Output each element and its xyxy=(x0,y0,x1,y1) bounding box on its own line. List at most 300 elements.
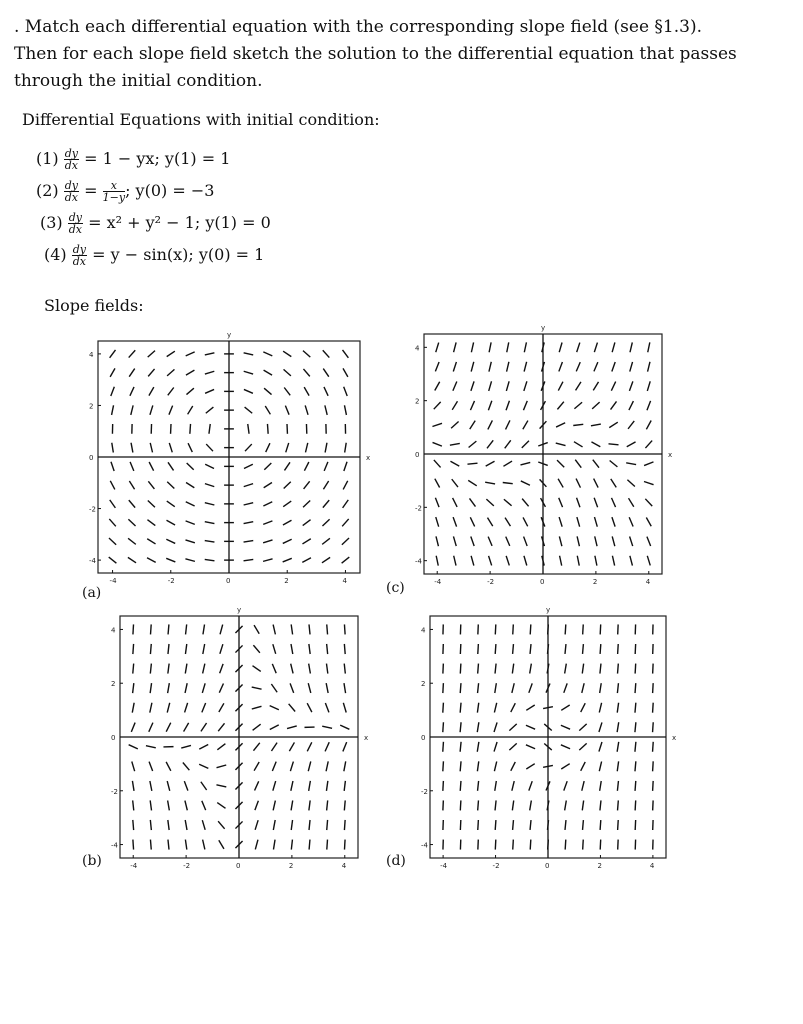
dy: dy xyxy=(68,211,83,224)
slope-segment xyxy=(322,538,330,544)
slope-segment xyxy=(581,703,586,712)
slope-segment xyxy=(592,402,599,409)
slope-segment xyxy=(109,519,116,526)
x-axis-label: x xyxy=(364,734,369,742)
slope-segment xyxy=(132,781,134,791)
y-tick-label: 2 xyxy=(111,680,116,689)
slope-segment xyxy=(653,683,654,693)
slope-segment xyxy=(594,498,597,507)
slope-segment xyxy=(149,723,153,732)
slope-segment xyxy=(485,482,495,484)
slope-segment xyxy=(512,683,514,693)
slope-segment xyxy=(186,482,194,487)
equation-4 xyxy=(44,244,264,267)
derivative xyxy=(64,148,79,171)
slope-segment xyxy=(203,644,205,654)
equation-3 xyxy=(40,212,271,235)
slope-segment xyxy=(112,443,114,453)
slope-segment xyxy=(478,644,479,654)
x-tick-label: 0 xyxy=(236,862,241,870)
slope-segment xyxy=(600,664,601,674)
slope-segment xyxy=(452,401,457,410)
slope-segment xyxy=(344,683,346,693)
slope-segment xyxy=(454,556,456,566)
slope-segment xyxy=(185,664,187,674)
slope-segment xyxy=(185,840,186,850)
slope-segment xyxy=(206,444,213,451)
slope-segment xyxy=(611,498,615,507)
slope-segment xyxy=(635,722,636,732)
slope-segment xyxy=(591,442,600,447)
y-tick-label: -2 xyxy=(111,787,118,796)
slope-segment xyxy=(629,517,633,526)
x-tick-label: 4 xyxy=(645,578,651,586)
slope-segment xyxy=(460,664,461,674)
slope-segment xyxy=(612,556,614,566)
slope-segment xyxy=(254,762,259,771)
plot-label: (a) xyxy=(82,585,102,601)
slope-segment xyxy=(618,820,619,830)
slope-segment xyxy=(452,479,458,487)
slope-segment xyxy=(309,800,310,810)
slope-segment xyxy=(593,382,598,391)
x-tick-label: -4 xyxy=(109,577,117,585)
slope-segment xyxy=(168,462,174,470)
slope-segment xyxy=(478,664,479,674)
slope-segment xyxy=(630,556,633,566)
slope-segment xyxy=(600,820,601,830)
slope-segment xyxy=(629,381,632,390)
slope-segment xyxy=(469,441,477,447)
slope-segment xyxy=(167,781,170,791)
slope-segment xyxy=(520,462,530,464)
slope-segment xyxy=(627,480,634,487)
slope-segment xyxy=(443,722,444,732)
slope-segment xyxy=(244,353,254,355)
slope-segment xyxy=(307,703,312,712)
slope-segment xyxy=(303,500,310,507)
slope-segment xyxy=(565,801,567,811)
slope-segment xyxy=(344,405,346,415)
slope-segment xyxy=(600,624,601,634)
slope-segment xyxy=(653,781,654,791)
slope-segment xyxy=(167,482,174,489)
y-axis-label: y xyxy=(546,606,551,614)
slope-segment xyxy=(168,388,174,396)
slope-segment xyxy=(271,684,277,692)
slope-segment xyxy=(112,405,114,415)
slope-segment xyxy=(495,781,497,791)
slope-segment xyxy=(344,644,345,654)
slope-segment xyxy=(629,498,634,507)
slope-segment xyxy=(325,703,329,712)
slope-segment xyxy=(291,644,293,654)
slope-segment xyxy=(302,558,311,563)
slope-segment xyxy=(253,743,259,751)
slope-segment xyxy=(342,557,350,563)
slope-segment xyxy=(185,801,187,811)
x-tick-label: -2 xyxy=(167,577,175,585)
slope-segment xyxy=(325,405,327,415)
slope-segment xyxy=(511,762,516,771)
slope-segment xyxy=(218,723,224,731)
slope-segment xyxy=(220,625,223,635)
slope-segment xyxy=(635,683,636,693)
slope-segment xyxy=(561,764,569,769)
slope-segment xyxy=(217,803,225,809)
slope-segment xyxy=(186,388,193,394)
slope-segment xyxy=(560,556,562,566)
slope-segment xyxy=(291,820,292,830)
slope-segment xyxy=(487,440,493,448)
slope-segment xyxy=(594,343,597,353)
slope-segment xyxy=(443,742,444,752)
slope-segment xyxy=(565,820,566,830)
slope-segment xyxy=(244,503,254,505)
slope-segment xyxy=(273,625,275,635)
slope-segment xyxy=(267,424,268,434)
slope-segment xyxy=(343,703,346,713)
slope-segment xyxy=(494,742,497,752)
x-axis-label: x xyxy=(366,454,371,462)
y-axis-label: y xyxy=(227,331,232,339)
slope-segment xyxy=(573,424,583,425)
slope-segment xyxy=(635,664,636,674)
slope-segment xyxy=(168,624,169,634)
slope-segment xyxy=(453,536,456,546)
slope-segment xyxy=(199,764,208,768)
slope-segment xyxy=(524,556,527,566)
slope-segment xyxy=(600,840,601,850)
slope-segment xyxy=(308,683,311,693)
slope-segment xyxy=(325,742,329,751)
slope-segment xyxy=(327,624,328,634)
slope-segment xyxy=(218,821,225,829)
slope-segment xyxy=(131,405,133,415)
slope-segment xyxy=(477,703,478,713)
slope-segment xyxy=(185,644,186,654)
slope-segment xyxy=(272,762,276,771)
slope-segment xyxy=(129,350,136,357)
slope-segment xyxy=(148,500,155,507)
slope-segment xyxy=(186,352,195,356)
problem-statement: . Match each differential equation with the corresponding slope field (see §1.3). Then for each slope field sketch the solution to the differential equation that passes through the initial condition. xyxy=(14,17,737,91)
equation-rhs: = 1 − yx; y(1) = 1 xyxy=(84,149,231,168)
y-tick-label: 0 xyxy=(89,454,94,462)
slope-segment xyxy=(202,703,206,712)
slope-segment xyxy=(150,840,151,850)
slope-segment xyxy=(575,460,581,468)
slope-segment xyxy=(133,820,134,830)
slope-segment xyxy=(629,401,633,410)
slope-segment xyxy=(513,624,514,634)
slope-segment xyxy=(323,350,330,357)
slope-segment xyxy=(220,644,223,654)
slope-segment xyxy=(509,743,516,750)
slope-segment xyxy=(132,703,134,713)
slope-segment xyxy=(343,481,348,490)
slope-segment xyxy=(186,624,187,634)
y-tick-label: 4 xyxy=(89,350,94,359)
slope-segment xyxy=(628,421,634,429)
slope-segment xyxy=(600,800,601,810)
slope-segment xyxy=(470,517,474,526)
slope-segment xyxy=(150,664,151,674)
slope-segment xyxy=(471,556,474,566)
equation-number: (3) xyxy=(40,213,63,232)
slope-segment xyxy=(635,781,636,791)
slope-segment xyxy=(561,745,570,749)
slope-segment xyxy=(495,683,497,693)
y-tick-label: -2 xyxy=(89,505,96,514)
x-tick-label: 2 xyxy=(288,862,294,870)
y-tick-label: 4 xyxy=(111,626,116,635)
dx: dx xyxy=(64,191,79,204)
slope-segment xyxy=(630,536,633,546)
slope-segment xyxy=(507,362,509,372)
slope-segment xyxy=(345,443,347,453)
slope-segment xyxy=(506,537,510,546)
slope-segment xyxy=(284,462,290,470)
slope-segment xyxy=(245,407,253,413)
slope-segment xyxy=(653,761,654,771)
x-tick-label: 2 xyxy=(597,862,602,870)
x-tick-label: -2 xyxy=(492,862,500,870)
slope-segment xyxy=(617,703,618,713)
slope-segment xyxy=(644,481,654,484)
slope-segment xyxy=(322,519,329,526)
slope-segment xyxy=(595,536,597,546)
y-tick-label: 2 xyxy=(415,397,420,406)
slope-segment xyxy=(217,744,225,750)
slope-segment xyxy=(478,781,479,791)
slope-segment xyxy=(271,743,277,751)
slope-segment xyxy=(526,745,535,749)
slope-segment xyxy=(111,387,115,396)
slope-segment xyxy=(512,664,513,674)
slope-segment xyxy=(186,521,195,524)
slope-segment xyxy=(167,703,169,713)
slope-segment xyxy=(205,503,215,505)
slope-segment xyxy=(556,423,565,427)
slope-segment xyxy=(574,402,582,409)
slope-segment xyxy=(190,424,191,434)
slope-segment xyxy=(435,498,439,507)
slope-segment xyxy=(344,800,345,810)
slope-segment xyxy=(565,840,566,850)
slope-segment xyxy=(150,405,153,414)
slope-segment xyxy=(583,644,584,654)
slope-segment xyxy=(630,342,632,352)
x-tick-label: -2 xyxy=(183,862,191,870)
slope-segment xyxy=(129,481,134,489)
slope-segment xyxy=(460,722,461,732)
slope-segment xyxy=(577,498,580,507)
slope-segment xyxy=(647,381,650,391)
slope-segment xyxy=(291,840,292,850)
slope-segment xyxy=(626,463,636,465)
slope-segment xyxy=(506,420,510,429)
slope-segment xyxy=(627,442,636,447)
slope-segment xyxy=(506,401,509,410)
slope-segment xyxy=(600,683,602,693)
slope-segment xyxy=(583,624,584,634)
slope-segment xyxy=(582,664,583,674)
slope-segment xyxy=(167,351,175,356)
slope-segment xyxy=(326,683,328,693)
slope-segment xyxy=(244,389,253,393)
slope-segment xyxy=(344,761,346,771)
slope-segment xyxy=(582,781,584,791)
slope-segment xyxy=(244,559,254,560)
slope-segment xyxy=(468,480,477,485)
slope-segment xyxy=(199,744,208,749)
y-tick-label: 0 xyxy=(421,734,426,742)
fraction xyxy=(103,180,125,203)
slope-segment xyxy=(110,350,116,358)
equation-2 xyxy=(36,180,214,203)
slope-segment xyxy=(594,479,599,488)
slope-segment xyxy=(609,422,618,427)
slope-segment xyxy=(309,781,311,791)
slope-segment xyxy=(564,781,567,790)
slope-segment xyxy=(561,725,570,729)
slope-segment xyxy=(647,556,650,566)
slope-segment xyxy=(343,500,349,508)
slope-segment xyxy=(209,424,210,434)
slope-segment xyxy=(284,369,291,375)
slope-segment xyxy=(303,351,310,358)
x-tick-label: 0 xyxy=(540,578,545,586)
slope-segment xyxy=(635,742,636,752)
slope-segment xyxy=(327,644,328,654)
slope-segment xyxy=(150,820,151,830)
dy: dy xyxy=(64,147,79,160)
slope-segment xyxy=(202,683,205,693)
slope-segment xyxy=(653,722,654,732)
x-axis-label: x xyxy=(672,734,677,742)
slope-segment xyxy=(264,388,271,394)
equation-number: (1) xyxy=(36,149,59,168)
slope-segment xyxy=(435,382,440,391)
slope-segment xyxy=(489,381,492,391)
slope-segment xyxy=(133,683,134,693)
slope-segment xyxy=(166,762,171,771)
slope-segment xyxy=(530,820,531,830)
slope-segment xyxy=(217,765,227,768)
slope-segment xyxy=(524,342,526,352)
slope-segment xyxy=(617,742,619,752)
y-tick-label: -4 xyxy=(89,557,96,566)
slope-segment xyxy=(343,742,347,751)
slope-segment xyxy=(184,781,188,790)
dx: dx xyxy=(72,255,87,268)
plot-label: (c) xyxy=(386,580,405,596)
slope-segment xyxy=(201,782,207,790)
slope-segment xyxy=(524,537,528,546)
slope-segment xyxy=(645,441,652,449)
slope-segment xyxy=(579,724,586,731)
slope-segment xyxy=(523,401,527,410)
slope-segment xyxy=(512,781,514,791)
slope-segment xyxy=(647,401,651,410)
slope-segment xyxy=(290,683,294,692)
slope-segment xyxy=(436,343,439,353)
slope-segment xyxy=(524,362,527,372)
slope-segment xyxy=(477,742,479,752)
slope-segment xyxy=(577,517,580,527)
slope-segment xyxy=(513,644,514,654)
slope-segment xyxy=(131,443,133,453)
slope-segment xyxy=(460,800,461,810)
slope-segment xyxy=(565,644,566,654)
slope-segment xyxy=(147,520,155,526)
slope-segment xyxy=(443,703,444,713)
slope-segment xyxy=(167,501,175,507)
slope-segment xyxy=(646,517,651,526)
slope-segment xyxy=(433,442,442,446)
slope-segment xyxy=(460,761,461,771)
y-tick-label: -4 xyxy=(415,557,422,566)
slope-segment xyxy=(185,703,188,713)
slope-segment xyxy=(109,557,117,563)
slope-segment xyxy=(486,499,493,506)
slope-segment xyxy=(471,362,474,372)
slope-segment xyxy=(495,624,496,634)
slope-segment xyxy=(513,840,514,850)
slope-segment xyxy=(263,559,272,562)
slope-segment xyxy=(309,664,311,674)
slope-segment xyxy=(302,539,310,544)
slope-segment xyxy=(255,840,258,850)
slope-segment xyxy=(494,703,496,713)
slope-segment xyxy=(205,484,214,487)
y-tick-label: 0 xyxy=(111,734,116,742)
slope-segment xyxy=(186,370,194,375)
slope-segment xyxy=(150,683,151,693)
slope-segment xyxy=(558,382,563,391)
slope-segment xyxy=(436,517,439,527)
slope-segment xyxy=(486,461,495,466)
slope-segment xyxy=(443,683,444,693)
slope-segment xyxy=(110,368,115,377)
slope-segment xyxy=(254,625,259,634)
slope-segment xyxy=(185,820,187,830)
slope-segment xyxy=(307,742,312,751)
slope-segment xyxy=(168,800,170,810)
slope-segment xyxy=(185,559,194,562)
slope-segment xyxy=(185,683,187,693)
slope-segment xyxy=(524,381,527,391)
slope-segment xyxy=(264,463,271,470)
slope-segment xyxy=(148,481,154,489)
slope-segment xyxy=(612,517,615,527)
slope-segment xyxy=(579,743,586,750)
y-axis-label: y xyxy=(237,606,242,614)
slope-segment xyxy=(478,800,479,810)
slope-segment xyxy=(244,484,253,487)
x-tick-label: -2 xyxy=(487,578,495,586)
x-tick-label: 2 xyxy=(592,578,598,586)
slope-segment xyxy=(202,801,206,810)
slope-segment xyxy=(255,820,258,830)
slope-segment xyxy=(219,703,224,712)
slope-segment xyxy=(530,644,531,654)
dx: dx xyxy=(68,223,83,236)
slope-segment xyxy=(454,342,457,352)
slope-segment xyxy=(460,742,461,752)
slope-segment xyxy=(110,481,115,490)
